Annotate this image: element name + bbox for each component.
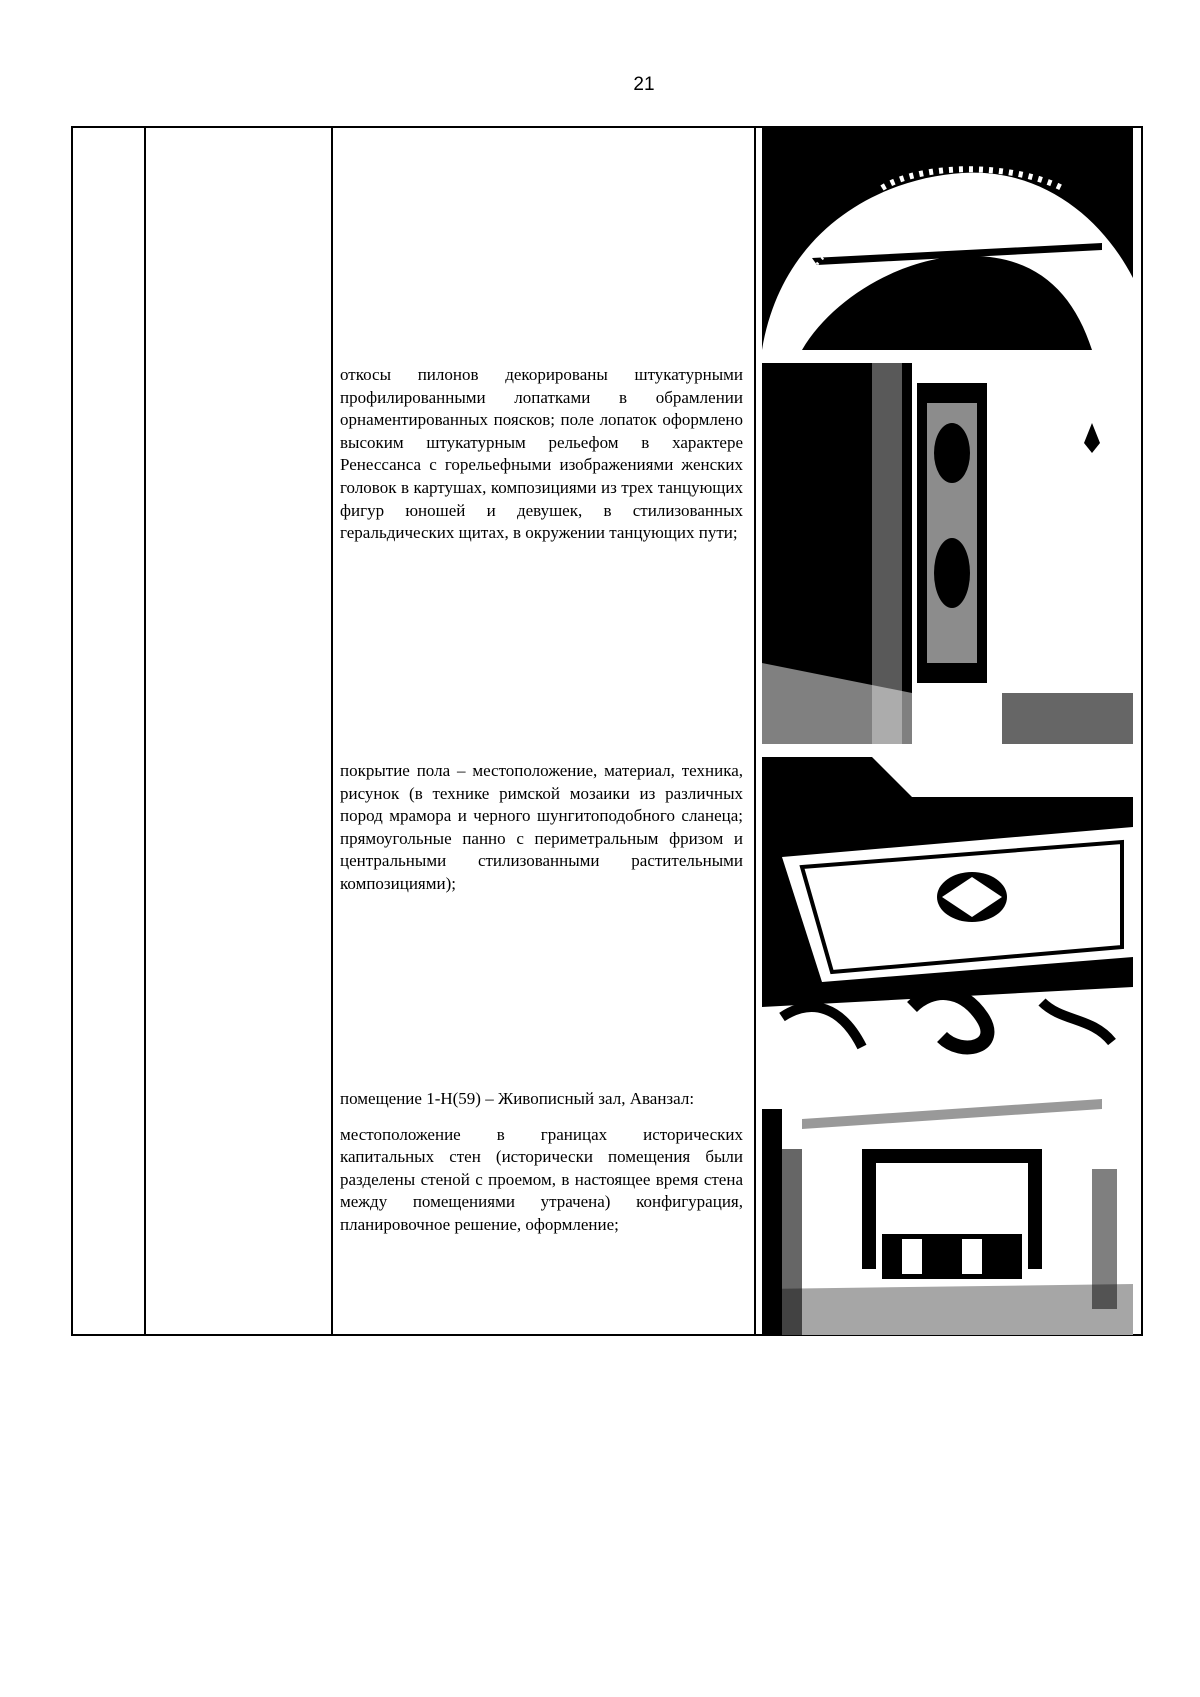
description-paragraph: покрытие пола – местоположение, материал, техника, рисунок (в технике римской мозаики из различных пород мрамора и черного шунгитоподобного сланеца; прямоугольные панно с периметральным фризом и центральными стилизованными растительными композициями);	[340, 761, 743, 893]
description-paragraph: откосы пилонов декорированы штукатурными профилированными лопатками в обрамлении орнаментированных поясков; поле лопаток оформлено высоким штукатурным рельефом в характере Ренессанса с горельефными изображениями женских головок в картушах, композициями из трех танцующих фигур юношей и девушек, в стилизованных геральдических щитах, в окружении танцующих пути;	[340, 365, 743, 543]
description-paragraph: местоположение в границах исторических капитальных стен (исторически помещения были разделены стеной с проемом, в настоящее время стена между помещениями утрачена) конфигурация, планировочное решение, оформление;	[340, 1124, 743, 1234]
photo-mosaic-floor	[762, 757, 1133, 1075]
description-cell	[340, 364, 743, 558]
description-cell	[340, 1088, 743, 1250]
photo-pilaster-relief	[762, 363, 1133, 744]
photo-painting-hall	[762, 1089, 1133, 1335]
column-divider	[754, 128, 756, 1334]
page-number: 21	[633, 74, 655, 95]
description-paragraph: помещение 1-Н(59) – Живописный зал, Аванзал:	[340, 1089, 695, 1108]
column-divider	[331, 128, 333, 1334]
photo-arch-ceiling	[762, 128, 1133, 350]
description-cell	[340, 760, 743, 909]
column-divider	[144, 128, 146, 1334]
